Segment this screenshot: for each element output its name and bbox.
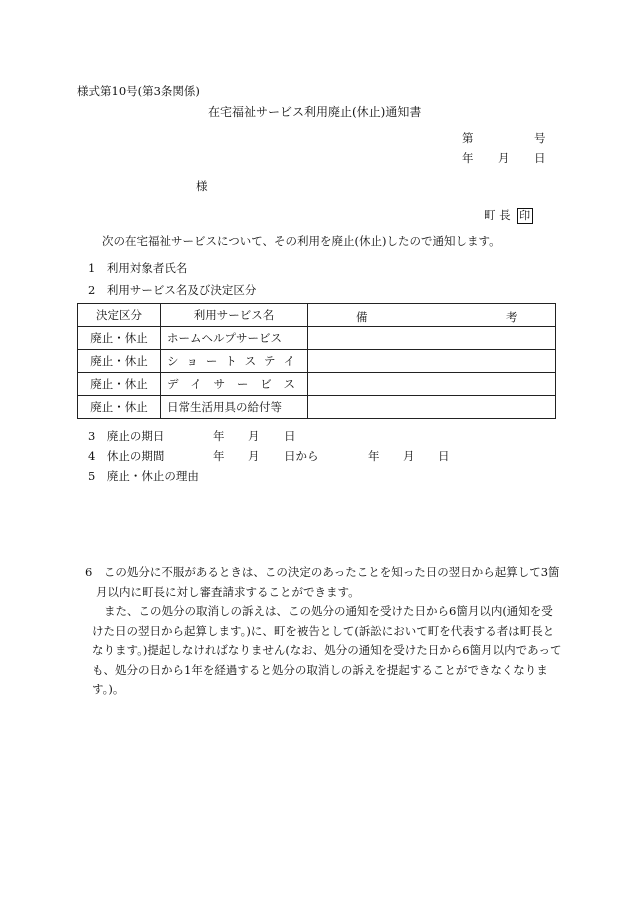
row-remarks — [308, 350, 556, 373]
item-3-day: 日 — [284, 429, 296, 443]
service-table — [77, 303, 556, 419]
row-service — [161, 373, 308, 396]
service-char: シ — [167, 354, 179, 368]
table-row — [78, 373, 556, 396]
item-4-day-end: 日 — [438, 449, 450, 463]
row-kubun: 廃止・休止 — [78, 396, 161, 419]
service-char: ー — [205, 354, 218, 368]
seal-mark: 印 — [517, 208, 533, 224]
row-service: 日常生活用具の給付等 — [161, 396, 308, 419]
header-remarks-2: 考 — [506, 310, 518, 324]
item-1: 1 利用対象者氏名 — [88, 261, 188, 275]
header-remarks-1: 備 — [356, 310, 368, 324]
table-row — [78, 350, 556, 373]
item-5: 5 廃止・休止の理由 — [88, 469, 199, 483]
header-kubun: 決定区分 — [78, 304, 161, 327]
row-service-text — [167, 353, 295, 369]
row-service — [161, 350, 308, 373]
service-char: ビ — [260, 377, 272, 391]
service-char: デ — [167, 377, 179, 391]
date-month: 月 — [498, 151, 510, 165]
notice-paragraph-1: 6 この処分に不服があるときは、この決定のあったことを知った日の翌日から起算して3箇月以内に町長に対し審査請求することができます。 — [85, 565, 560, 599]
form-number: 様式第10号(第3条関係) — [77, 84, 200, 98]
service-char: ー — [236, 377, 249, 391]
row-service-text — [167, 376, 295, 392]
row-kubun: 廃止・休止 — [78, 373, 161, 396]
sender-name: 町 長 — [484, 208, 511, 222]
row-service: ホームヘルプサービス — [161, 327, 308, 350]
service-char: イ — [283, 354, 295, 368]
service-char: イ — [190, 377, 202, 391]
row-kubun: 廃止・休止 — [78, 327, 161, 350]
number-suffix: 号 — [534, 131, 546, 145]
row-kubun: 廃止・休止 — [78, 350, 161, 373]
service-char: ス — [244, 354, 257, 368]
service-char: ス — [283, 377, 295, 391]
item-4-month: 月 — [248, 449, 260, 463]
item-3-month: 月 — [248, 429, 260, 443]
item-4-month-end: 月 — [403, 449, 415, 463]
row-remarks — [308, 396, 556, 419]
table-row — [78, 327, 556, 350]
addressee-suffix: 様 — [196, 179, 208, 193]
date-day: 日 — [534, 151, 546, 165]
row-remarks — [308, 327, 556, 350]
date-year: 年 — [462, 151, 474, 165]
header-service: 利用サービス名 — [161, 304, 308, 327]
item-3: 3 廃止の期日 — [88, 429, 165, 443]
header-remarks — [308, 304, 556, 327]
item-4-year-end: 年 — [368, 449, 380, 463]
intro-text: 次の在宅福祉サービスについて、その利用を廃止(休止)したので通知します。 — [102, 234, 501, 248]
item-4-from: 日から — [284, 449, 319, 463]
row-remarks — [308, 373, 556, 396]
item-2: 2 利用サービス名及び決定区分 — [88, 283, 257, 297]
service-char: ト — [225, 354, 237, 368]
table-row — [78, 396, 556, 419]
item-3-year: 年 — [213, 429, 225, 443]
service-char: テ — [264, 354, 276, 368]
item-4: 4 休止の期間 — [88, 449, 165, 463]
document-title: 在宅福祉サービス利用廃止(休止)通知書 — [208, 105, 422, 119]
notice-paragraph-2: また、この処分の取消しの訴えは、この処分の通知を受けた日から6箇月以内(通知を受けた日の翌日から起算します。)に、町を被告として(訴訟において町を代表する者は町長となります。)提起しなければなりません(なお、処分の通知を受けた日から6箇月以内であっても、処分の日から1年を経過すると処分の取消しの訴えを提起することができなくなります。)。 — [92, 604, 562, 696]
table-header-row — [78, 304, 556, 327]
service-char: サ — [213, 377, 226, 391]
service-char: ョ — [186, 354, 198, 368]
sender-block — [484, 208, 533, 224]
number-prefix: 第 — [462, 131, 474, 145]
item-4-year: 年 — [213, 449, 225, 463]
